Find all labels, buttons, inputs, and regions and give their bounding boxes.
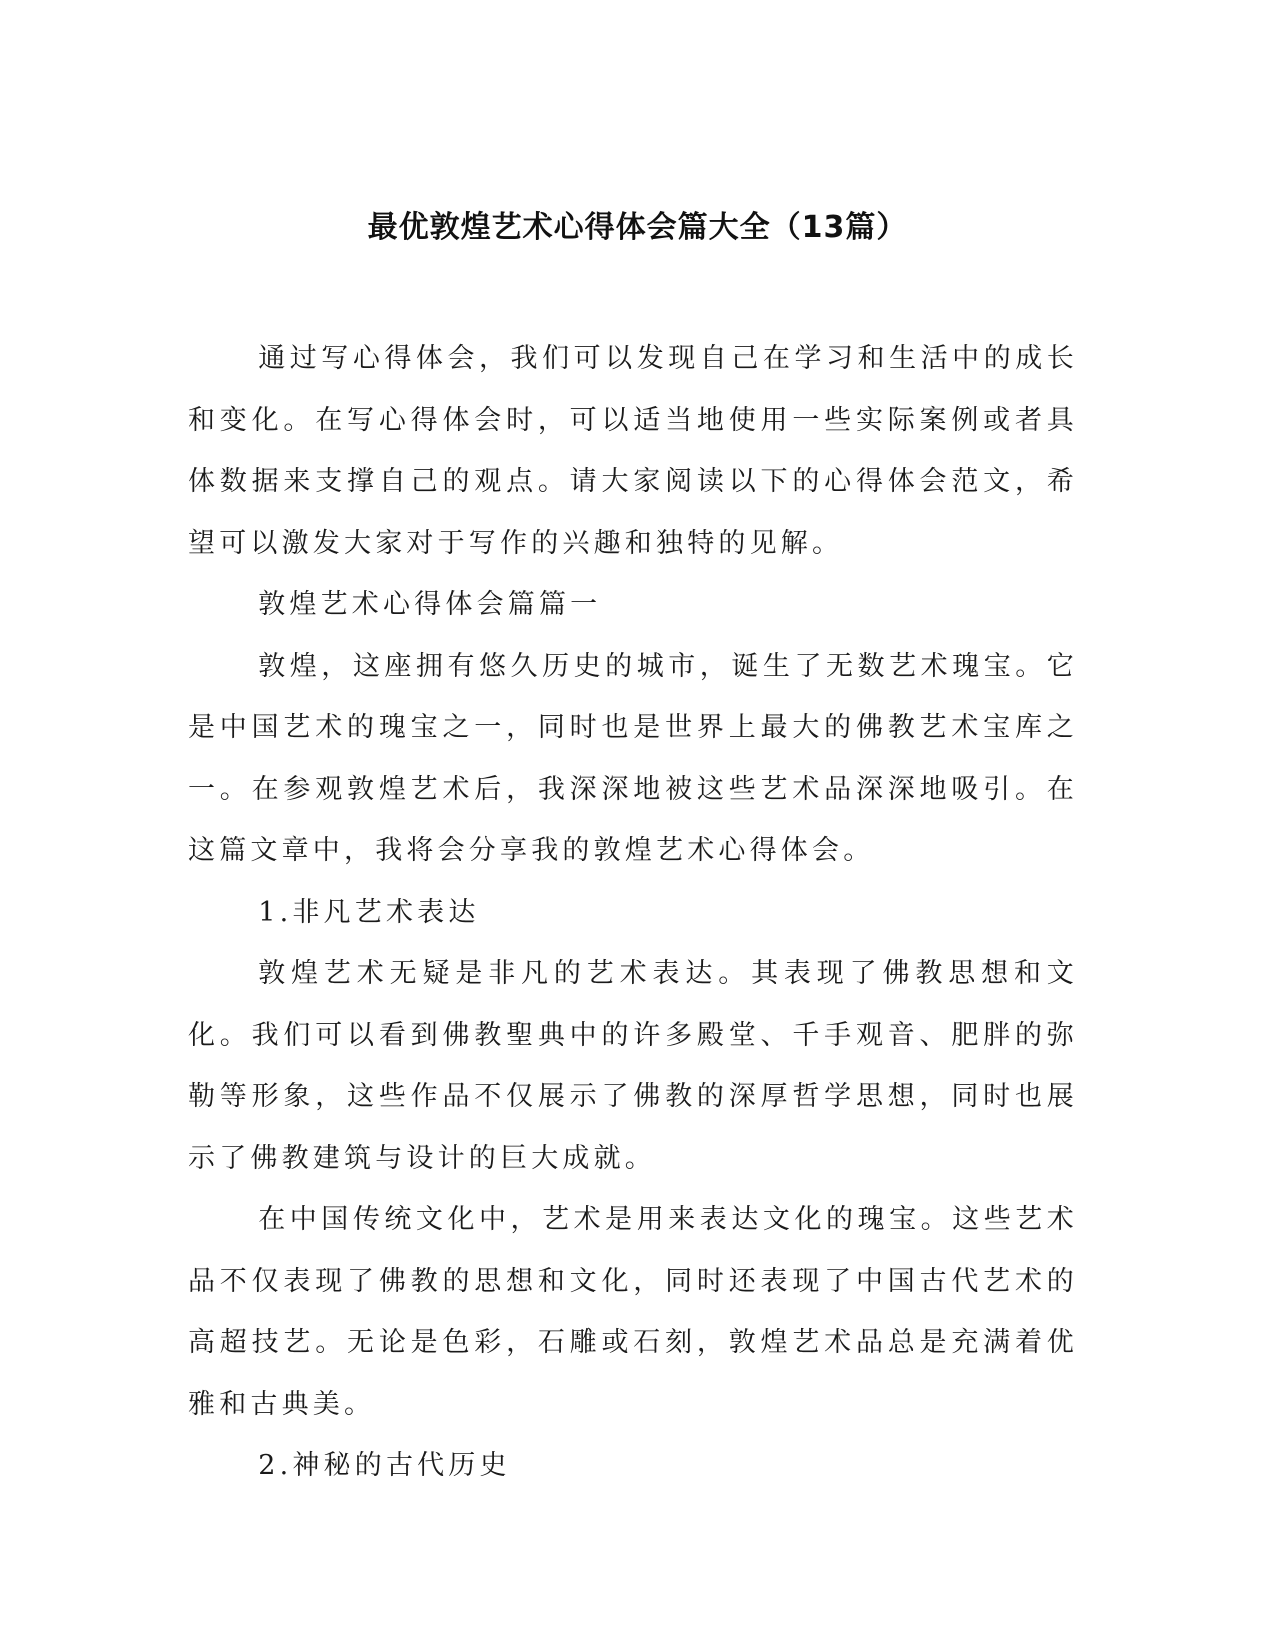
body-paragraph: 敦煌，这座拥有悠久历史的城市，诞生了无数艺术瑰宝。它是中国艺术的瑰宝之一，同时也是世界上最大的佛教艺术宝库之一。在参观敦煌艺术后，我深深地被这些艺术品深深地吸引。在这篇文章中，我将会分享我的敦煌艺术心得体会。: [188, 650, 1078, 866]
body-paragraph: 在中国传统文化中，艺术是用来表达文化的瑰宝。这些艺术品不仅表现了佛教的思想和文化，同时还表现了中国古代艺术的高超技艺。无论是色彩，石雕或石刻，敦煌艺术品总是充满着优雅和古典美。: [188, 1204, 1078, 1420]
section-heading-part-one: 敦煌艺术心得体会篇篇一: [258, 589, 602, 620]
intro-paragraph: 通过写心得体会，我们可以发现自己在学习和生活中的成长和变化。在写心得体会时，可以适当地使用一些实际案例或者具体数据来支撑自己的观点。请大家阅读以下的心得体会范文，希望可以激发大家对于写作的兴趣和独特的见解。: [188, 343, 1078, 559]
body-paragraph: 敦煌艺术无疑是非凡的艺术表达。其表现了佛教思想和文化。我们可以看到佛教聖典中的许多殿堂、千手观音、肥胖的弥勒等形象，这些作品不仅展示了佛教的深厚哲学思想，同时也展示了佛教建筑与设计的巨大成就。: [188, 958, 1078, 1174]
document-title: 最优敦煌艺术心得体会篇大全（13篇）: [367, 210, 908, 245]
subsection-heading-1: 1.非凡艺术表达: [258, 896, 480, 928]
subsection-heading-2: 2.神秘的古代历史: [258, 1450, 511, 1481]
document-body: [188, 328, 1078, 1497]
